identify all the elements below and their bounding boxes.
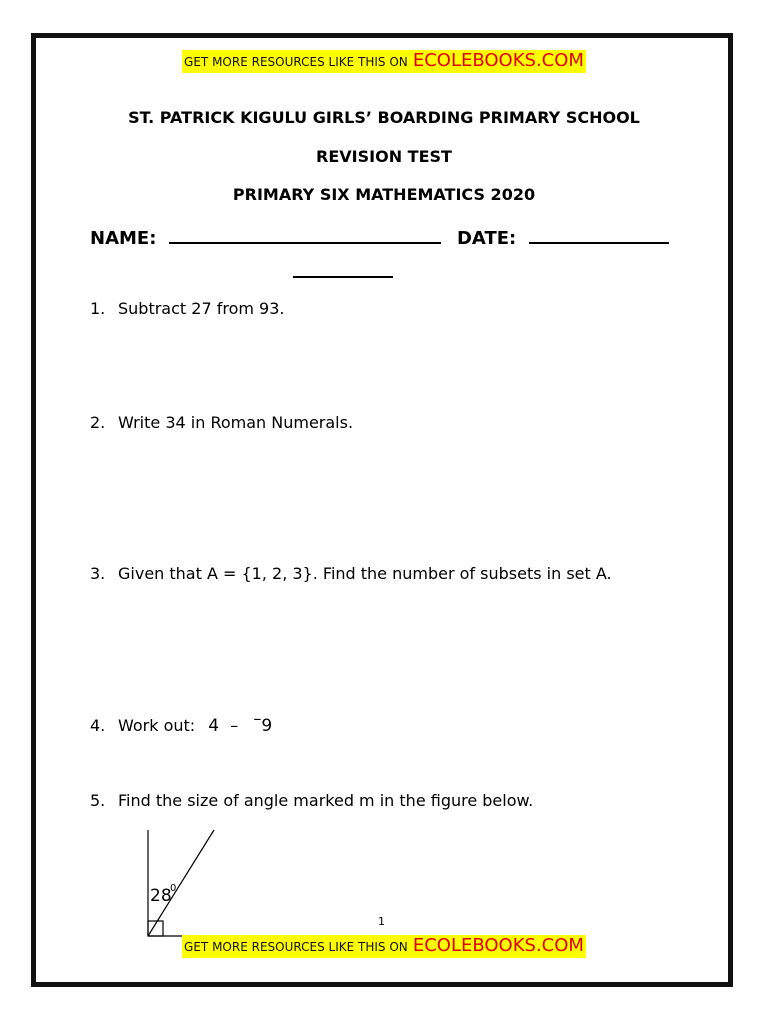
banner-prefix: GET MORE RESOURCES LIKE THIS ON — [184, 940, 408, 954]
banner-site-link[interactable]: ECOLEBOOKS.COM — [412, 50, 584, 71]
name-blank[interactable] — [169, 224, 441, 244]
question-1 — [90, 299, 284, 318]
question-text: Subtract 27 from 93. — [118, 299, 285, 318]
expr-left: 4 — [208, 716, 220, 736]
question-3 — [90, 564, 612, 583]
question-number: 4. — [90, 716, 106, 735]
top-banner — [0, 50, 768, 73]
name-label: NAME: — [90, 228, 157, 249]
question-text: Write 34 in Roman Numerals. — [118, 413, 354, 432]
bottom-banner — [0, 935, 768, 958]
question-text: Given that A = {1, 2, 3}. Find the number of subsets in set A. — [118, 564, 612, 583]
expr-negative-sign: – — [253, 709, 262, 728]
test-title: REVISION TEST — [316, 147, 452, 166]
question-number: 1. — [90, 299, 106, 318]
page-border — [31, 33, 733, 987]
degree-mark: 0 — [170, 883, 177, 894]
question-text: Work out: — [118, 716, 196, 735]
banner-site-link[interactable]: ECOLEBOOKS.COM — [412, 935, 584, 956]
slanted-line — [148, 830, 214, 936]
date-label: DATE: — [456, 228, 517, 249]
extra-blank-line — [293, 276, 393, 278]
question-text: Find the size of angle marked m in the figure below. — [118, 791, 534, 810]
school-name: ST. PATRICK KIGULU GIRLS’ BOARDING PRIMARY SCHOOL — [128, 108, 640, 127]
question-2 — [90, 413, 353, 432]
date-blank[interactable] — [529, 224, 669, 244]
angle-label: 28 — [150, 886, 172, 906]
name-date-line — [90, 224, 669, 249]
question-4 — [90, 709, 273, 736]
angle-figure — [140, 825, 280, 940]
expr-operator: – — [230, 716, 239, 735]
question-5 — [90, 791, 533, 810]
page-number: 1 — [378, 915, 385, 928]
question-number: 5. — [90, 791, 106, 810]
question-number: 3. — [90, 564, 106, 583]
question-number: 2. — [90, 413, 106, 432]
expr-right: 9 — [261, 716, 273, 736]
banner-prefix: GET MORE RESOURCES LIKE THIS ON — [184, 55, 408, 69]
subject-title: PRIMARY SIX MATHEMATICS 2020 — [232, 185, 536, 204]
